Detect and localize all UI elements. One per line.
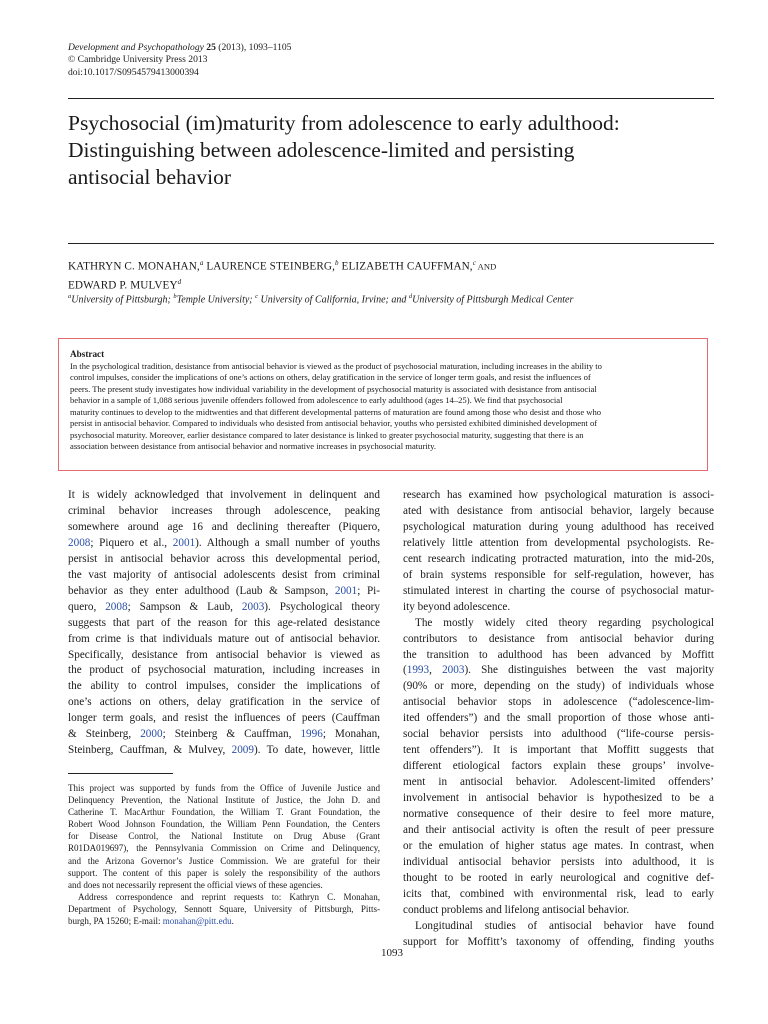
footnote-line: for Disease Control, the National Institute on Drug Abuse (Grant: [68, 831, 380, 842]
article-title: [68, 110, 714, 191]
author-name: LAURENCE STEINBERG,: [203, 260, 336, 273]
body-text: ; Pi-: [357, 584, 380, 597]
author-name: KATHRYN C. MONAHAN,: [68, 260, 200, 273]
affil-mark: c: [255, 293, 259, 300]
abstract-heading: Abstract: [70, 349, 105, 359]
body-line: ment in antisocial behavior. Adolescent-limited offenders’: [403, 776, 714, 789]
footnote-line: and does not necessarily represent the official views of these agencies.: [68, 879, 323, 890]
body-line: conduct problems and lifelong antisocial behavior.: [403, 903, 630, 916]
body-line: the transition to adulthood has been advanced by Moffitt: [403, 648, 714, 661]
body-text: behavior as they enter adulthood (Laub & Sampson,: [68, 584, 335, 597]
body-text: ,: [429, 664, 443, 677]
body-line: one’s actions on others, delay gratification in the service of: [68, 696, 380, 709]
body-line: ited offenders”) and the small proportion of those whose anti-: [403, 712, 714, 725]
abstract-line: maturity continues to develop to the midtwenties and that different developmental patterns of maturation are found among those who desist and those who: [70, 406, 602, 417]
title-line: Distinguishing between adolescence-limited and persisting: [68, 138, 575, 162]
journal-name: Development and Psychopathology: [68, 42, 204, 53]
body-line: ity beyond adolescence.: [403, 600, 511, 613]
body-text: ). She distinguishes between the vast majority: [464, 664, 715, 677]
footnote-line: Catherine T. MacArthur Foundation, the William T. Grant Foundation, the: [68, 807, 380, 818]
journal-pages: (2013), 1093–1105: [215, 42, 292, 53]
author-affil-mark: a: [199, 259, 204, 267]
author-list: [68, 256, 714, 293]
body-line: psychological maturation during young adulthood has received: [403, 520, 714, 533]
body-text: ; Piquero et al.,: [90, 536, 173, 549]
body-text: ). Although a small number of youths: [195, 536, 381, 549]
body-line: of brain systems responsible for self-regulation, however, has: [403, 568, 714, 581]
body-line: Longitudinal studies of antisocial behavior have found: [415, 919, 714, 932]
body-line: normative consequence of their desire to feel more mature,: [403, 808, 714, 821]
journal-volume: 25: [206, 42, 216, 53]
body-text: Steinberg, Cauffman, & Mulvey,: [68, 744, 232, 757]
body-line: support for Moffitt’s taxonomy of offending, finding youths: [403, 935, 714, 948]
body-line: the vast majority of antisocial adolescents desist from criminal: [68, 568, 380, 581]
footnote-rule: [68, 773, 173, 774]
abstract-line: behavior in a sample of 1,088 serious juvenile offenders followed from adolescence to early adulthood (ages 14–25). We find that psychosocial: [70, 395, 563, 406]
email-link[interactable]: monahan@pitt.edu: [162, 916, 232, 927]
abstract-body: [70, 361, 697, 453]
body-line: [68, 600, 380, 616]
title-line: antisocial behavior: [68, 165, 231, 189]
body-line: individual antisocial behavior persists into adulthood, it is: [403, 855, 714, 868]
body-text: ; Monahan,: [322, 728, 380, 741]
journal-copyright: © Cambridge University Press 2013: [68, 54, 208, 66]
body-column-left: [68, 488, 380, 759]
abstract-line: peers. The present study investigates how individual variability in the development of psychosocial maturity is associated with desistance from antisocial: [70, 383, 597, 394]
body-line: suggests that part of the reason for this age-related desistance: [68, 616, 380, 629]
affil-mark: a: [68, 293, 72, 300]
body-line: (90% or more, depending on the study) of individuals whose: [403, 680, 714, 693]
author-and: AND: [475, 261, 497, 272]
footnote-line: support. The content of this paper is solely the responsibility of the authors: [68, 867, 380, 878]
body-line: [68, 584, 380, 600]
body-line: cent research indicating protracted maturation, into the mid-20s,: [403, 552, 714, 565]
body-line: and their antisocial activity is often the result of peer pressure: [403, 824, 714, 837]
body-line: involvement in antisocial behavior is hypothesized to be a: [403, 792, 714, 805]
author-name: EDWARD P. MULVEY: [68, 279, 178, 292]
author-affil-mark: c: [472, 259, 476, 267]
citation-link[interactable]: 2009: [231, 744, 254, 757]
body-line: social behavior persists into adulthood (“life-course persis-: [403, 728, 714, 741]
body-line: It is widely acknowledged that involvement in delinquent and: [68, 489, 380, 501]
body-line: research has examined how psychological maturation is associ-: [403, 489, 714, 501]
body-text: ; Sampson & Laub,: [127, 600, 242, 613]
citation-link[interactable]: 2001: [334, 584, 358, 597]
footnote-line: Delinquency Prevention, the National Institute of Justice, the John D. and: [68, 795, 380, 806]
citation-link[interactable]: 2001: [172, 536, 196, 549]
body-line: contributors to desistance from antisocial behavior during: [403, 632, 714, 645]
citation-link[interactable]: 1996: [300, 728, 323, 741]
body-line: different etiological factors explain these groups’ involve-: [403, 760, 714, 773]
affil-text: University of Pittsburgh Medical Center: [412, 294, 574, 306]
affiliations: [68, 290, 714, 306]
body-line: from crime is that individuals mature out of antisocial behavior.: [68, 632, 380, 645]
footnote-text: burgh, PA 15260; E-mail:: [68, 916, 163, 927]
abstract-line: In the psychological tradition, desistance from antisocial behavior is viewed as the product of psychosocial maturation, including increases in the ability to: [70, 361, 602, 371]
body-line: criminal behavior increases through adolescence, peaking: [68, 504, 380, 517]
footnote-line: and the Arizona Governor’s Justice Commission. We are grateful for their: [68, 855, 380, 866]
body-line: The mostly widely cited theory regarding psychological: [415, 616, 714, 629]
body-text: (: [403, 664, 407, 677]
citation-link[interactable]: 1993: [406, 664, 430, 677]
title-line: Psychosocial (im)maturity from adolescence to early adulthood:: [68, 111, 620, 135]
affil-text: University of California, Irvine; and: [258, 294, 409, 306]
body-text: ). Psychological theory: [264, 600, 380, 613]
affil-mark: d: [408, 293, 413, 300]
abstract-line: persist in antisocial behavior. Compared to individuals who desisted from antisocial behavior, youths who persisted exhibited diminished development of: [70, 418, 598, 429]
footnote-line: [68, 915, 380, 927]
affil-text: Temple University;: [176, 294, 256, 306]
body-line: antisocial behavior stops in adolescence (“adolescence-lim-: [403, 696, 714, 709]
body-line: the ability to control impulses, consider the implications of: [68, 680, 380, 693]
abstract-line: control impulses, consider the implications of one’s actions on others, delay gratification in the service of longer term goals, and resist the influences of: [70, 372, 591, 383]
body-line: or the emulation of higher status age mates. In contrast, when: [403, 839, 714, 852]
footnote-line: Department of Psychology, Sennott Square, University of Pittsburgh, Pitts-: [68, 903, 380, 914]
citation-link[interactable]: 2003: [241, 600, 265, 613]
citation-link[interactable]: 2008: [105, 600, 128, 613]
footnote-line: R01DA019697), the Pennsylvania Commission on Crime and Delinquency,: [68, 843, 380, 854]
body-line: [68, 536, 380, 552]
abstract-box: [58, 338, 708, 471]
title-rule: [68, 243, 714, 244]
abstract-line: association between desistance from antisocial behavior and normative increases in psychosocial maturity.: [70, 441, 436, 452]
body-line: ated with desistance from antisocial behavior, largely because: [403, 504, 714, 517]
body-line: tent offenders”). It is important that Moffitt suggests that: [403, 744, 714, 757]
body-line: somewhere around age 16 and declining thereafter (Piquero,: [68, 520, 380, 533]
footnote-line: Robert Wood Johnson Foundation, the William Penn Foundation, the Centers: [68, 819, 380, 830]
journal-doi: doi:10.1017/S0954579413000394: [68, 66, 199, 78]
body-line: stimulated interest in charting the course of psychosocial matur-: [403, 584, 714, 597]
body-column-right: [403, 488, 714, 951]
body-text: quero,: [68, 600, 106, 613]
body-line: the product of psychosocial maturation, including increases in: [68, 664, 380, 677]
body-line: persist in antisocial behavior across this developmental period,: [68, 552, 380, 565]
body-text: ; Steinberg & Cauffman,: [162, 728, 301, 741]
body-line: [68, 743, 380, 759]
citation-link[interactable]: 2000: [140, 728, 163, 741]
body-text: ). To date, however, little: [253, 744, 380, 757]
body-line: longer term goals, and resist the influences of peers (Cauffman: [68, 712, 380, 725]
footnote-line: This project was supported by funds from the Office of Juvenile Justice and: [68, 783, 380, 793]
footnote-text: .: [231, 916, 234, 927]
page-number: 1093: [381, 947, 403, 959]
footnote: [68, 782, 380, 927]
citation-link[interactable]: 2003: [442, 664, 465, 677]
author-affil-mark: d: [177, 277, 182, 286]
header-rule: [68, 98, 714, 99]
citation-link[interactable]: 2008: [68, 536, 91, 549]
body-line: Specifically, desistance from antisocial behavior is viewed as: [68, 648, 380, 661]
journal-header: [68, 42, 291, 79]
body-line: thought to be rooted in early neurological and cognitive def-: [403, 871, 714, 884]
body-line: [403, 663, 714, 679]
journal-citation: [68, 42, 291, 54]
author-affil-mark: b: [335, 259, 339, 267]
author-name: ELIZABETH CAUFFMAN,: [338, 260, 473, 273]
body-text: & Steinberg,: [68, 728, 141, 741]
body-line: icits that, combined with environmental risk, lead to early: [403, 887, 714, 900]
body-line: [68, 727, 380, 743]
footnote-line: Address correspondence and reprint requests to: Kathryn C. Monahan,: [78, 891, 380, 902]
affil-mark: b: [173, 293, 177, 300]
abstract-line: psychosocial maturity. Moreover, earlier desistance compared to later desistance is linked to greater psychosocial maturity, suggesting that there is an: [70, 429, 584, 440]
body-line: relatively little attention from developmental psychologists. Re-: [403, 536, 714, 549]
affil-text: University of Pittsburgh;: [71, 294, 174, 306]
